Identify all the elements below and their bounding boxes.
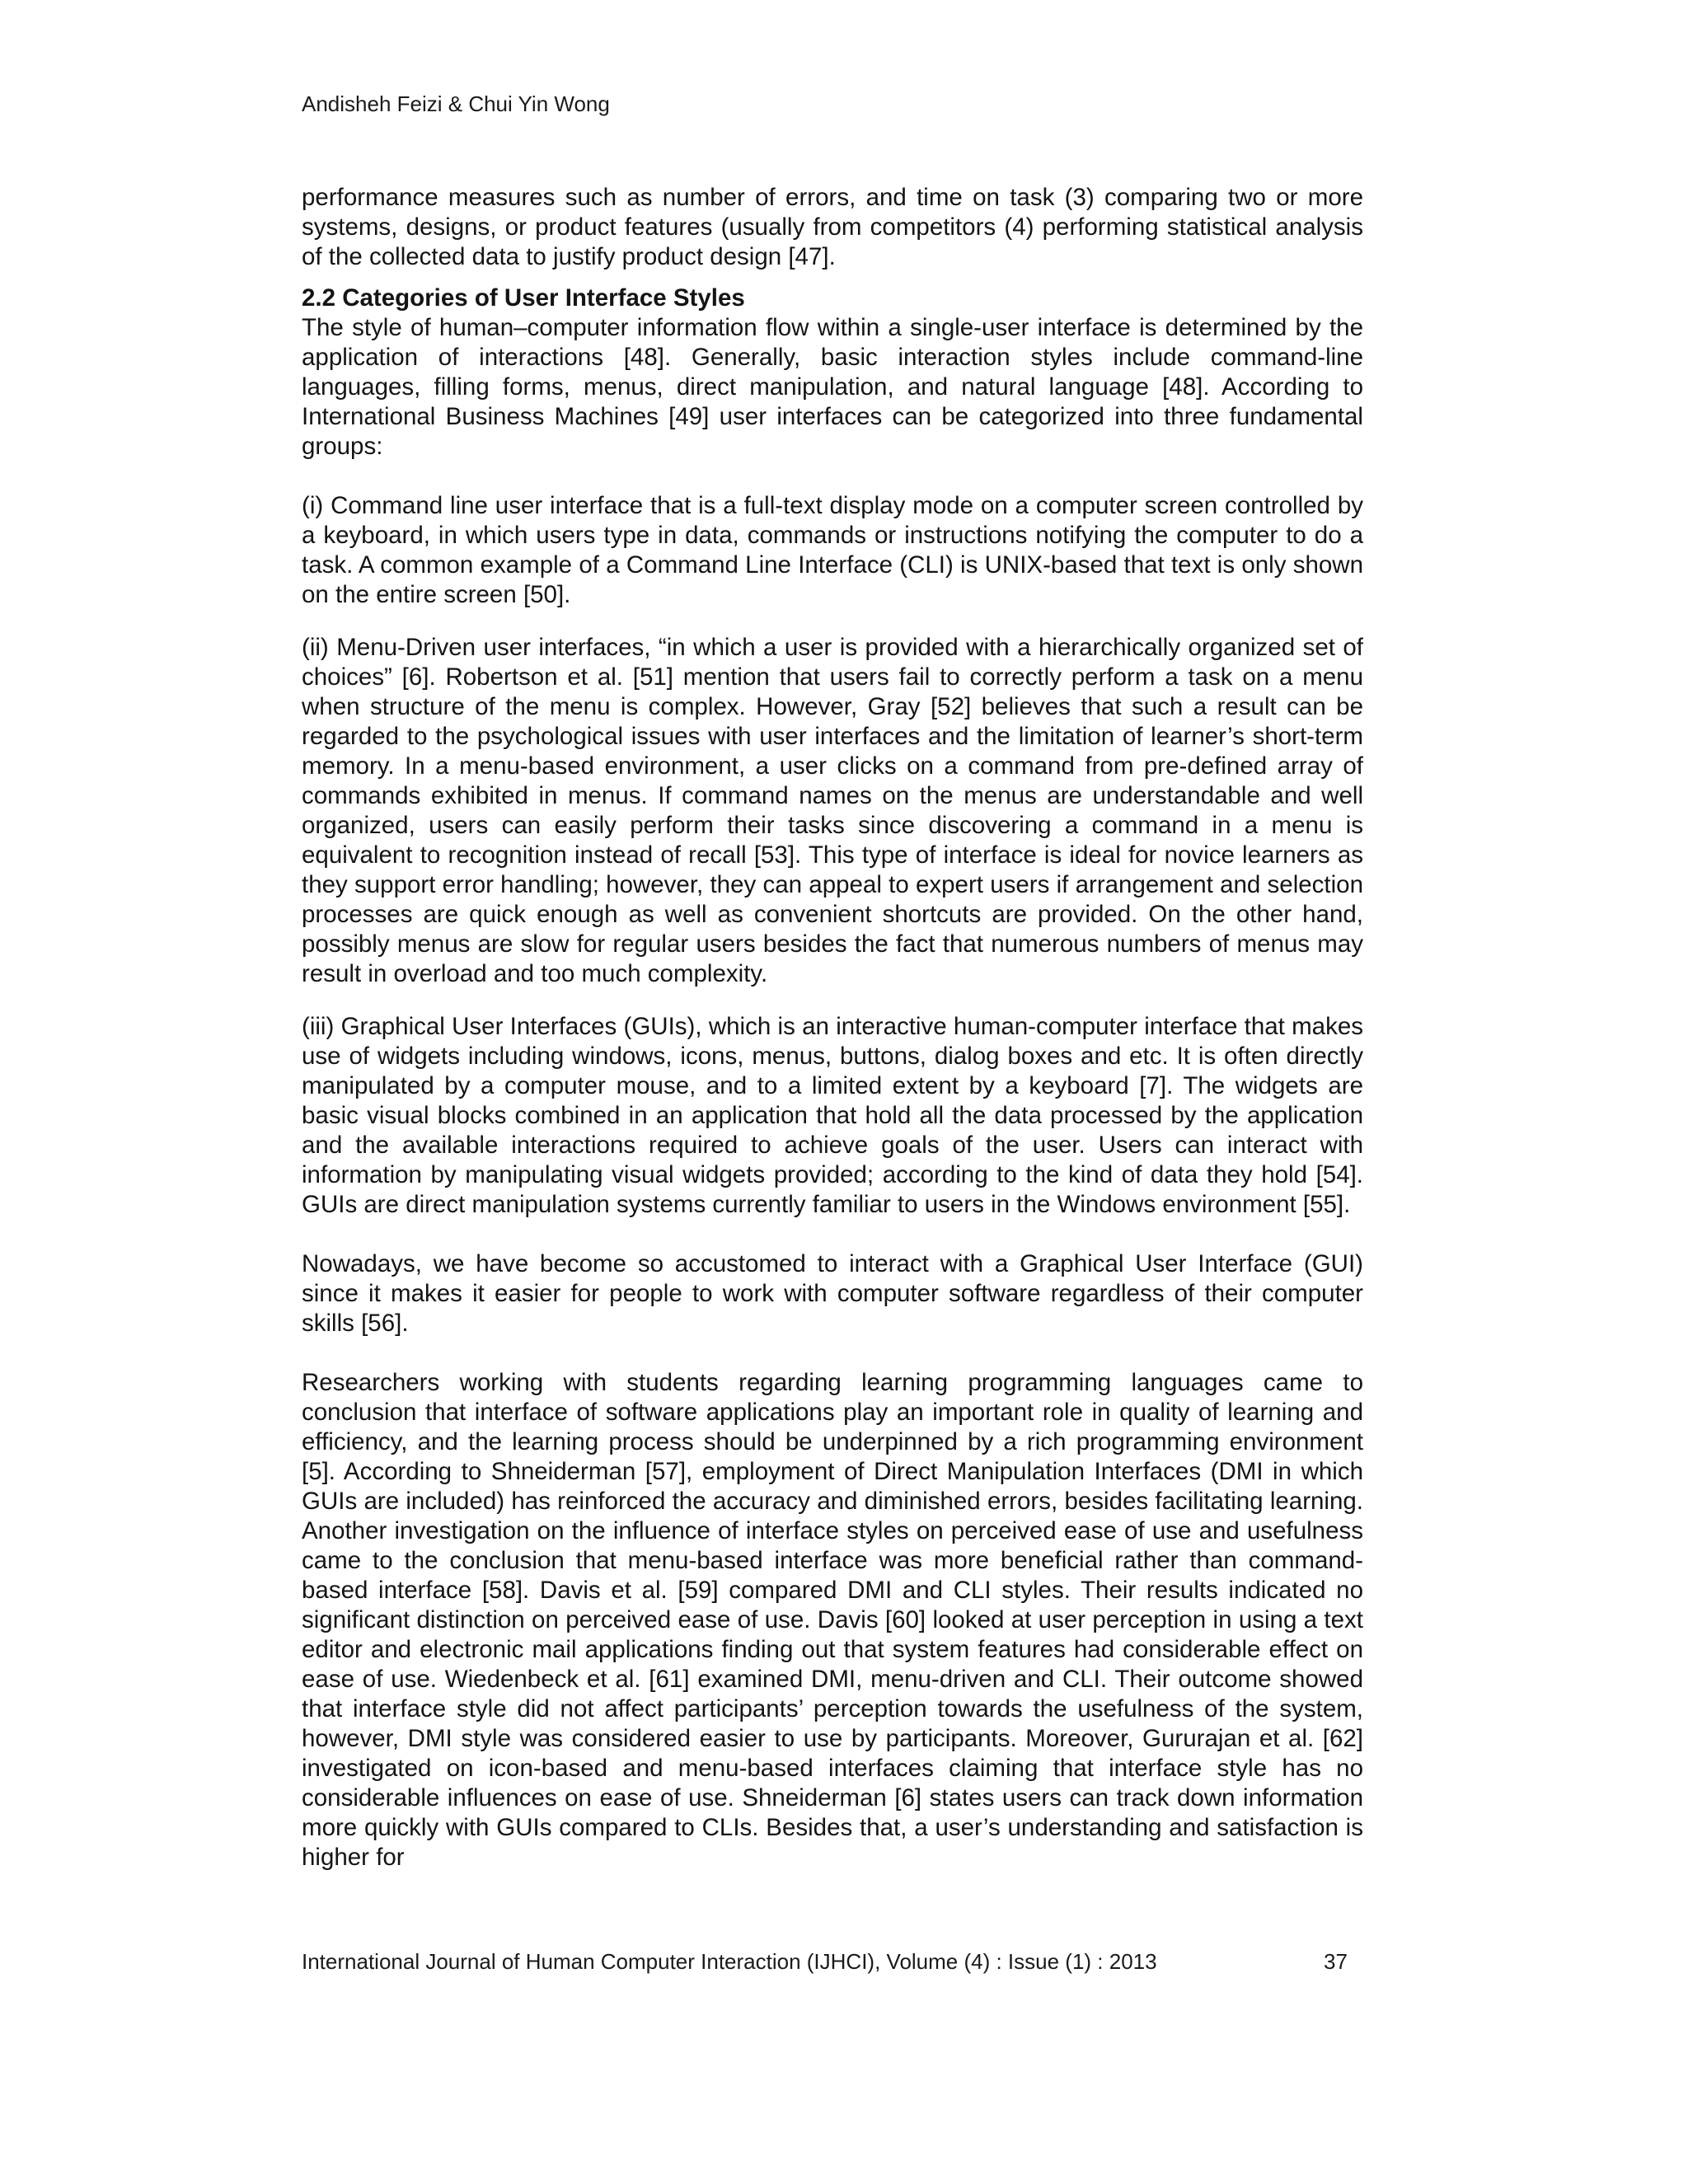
nowadays-paragraph: Nowadays, we have become so accustomed to interact with a Graphical User Interface (GUI) since it makes it easier for people to work with computer software regardless of their computer skills [56]. <box>302 1250 1363 1337</box>
running-head-authors: Andisheh Feizi & Chui Yin Wong <box>302 91 610 116</box>
list-item-gui: (iii) Graphical User Interfaces (GUIs), which is an interactive human-computer interface that makes use of widgets including windows, icons, menus, buttons, dialog boxes and etc. It is often directly manipulated by a computer mouse, and to a limited extent by a keyboard [7]. The widgets are basic visual blocks combined in an application that hold all the data processed by the application and the available interactions required to achieve goals of the user. Users can interact with information by manipulating visual widgets provided; according to the kind of data they hold [54]. GUIs are direct manipulation systems currently familiar to users in the Windows environment [55]. <box>302 1013 1363 1218</box>
list-item-command-line: (i) Command line user interface that is a full-text display mode on a computer screen controlled by a keyboard, in which users type in data, commands or instructions notifying the computer to do a task. A common example of a Command Line Interface (CLI) is UNIX-based that text is only shown on the entire screen [50]. <box>302 492 1363 608</box>
researchers-paragraph: Researchers working with students regarding learning programming languages came to conclusion that interface of software applications play an important role in quality of learning and efficiency, and the learning process should be underpinned by a rich programming environment [5]. According to Shneiderman [57], employment of Direct Manipulation Interfaces (DMI in which GUIs are included) has reinforced the accuracy and diminished errors, besides facilitating learning. Another investigation on the influence of interface styles on perceived ease of use and usefulness came to the conclusion that menu-based interface was more beneficial rather than command-based interface [58]. Davis et al. [59] compared DMI and CLI styles. Their results indicated no significant distinction on perceived ease of use. Davis [60] looked at user perception in using a text editor and electronic mail applications finding out that system features had considerable effect on ease of use. Wiedenbeck et al. [61] examined DMI, menu-driven and CLI. Their outcome showed that interface style did not affect participants’ perception towards the usefulness of the system, however, DMI style was considered easier to use by participants. Moreover, Gururajan et al. [62] investigated on icon-based and menu-based interfaces claiming that interface style has no considerable influences on ease of use. Shneiderman [6] states users can track down information more quickly with GUIs compared to CLIs. Besides that, a user’s understanding and satisfaction is higher for <box>302 1369 1363 1871</box>
intro-paragraph: performance measures such as number of errors, and time on task (3) comparing two or more systems, designs, or product features (usually from competitors (4) performing statistical analysis of the collected data to justify product design [47]. <box>302 184 1363 270</box>
footer-journal-citation: International Journal of Human Computer Interaction (IJHCI), Volume (4) : Issue (1) : 2013 <box>302 1949 1157 1974</box>
section-heading: 2.2 Categories of User Interface Styles <box>302 284 745 312</box>
section-paragraph: The style of human–computer information flow within a single-user interface is determined by the application of interactions [48]. Generally, basic interaction styles include command-line languages, filling forms, menus, direct manipulation, and natural language [48]. According to International Business Machines [49] user interfaces can be categorized into three fundamental groups: <box>302 314 1363 460</box>
body-column <box>302 183 1363 1872</box>
page-number: 37 <box>1324 1949 1348 1974</box>
list-item-menu-driven: (ii) Menu-Driven user interfaces, “in which a user is provided with a hierarchically organized set of choices” [6]. Robertson et al. [51] mention that users fail to correctly perform a task on a menu when structure of the menu is complex. However, Gray [52] believes that such a result can be regarded to the psychological issues with user interfaces and the limitation of learner’s short-term memory. In a menu-based environment, a user clicks on a command from pre-defined array of commands exhibited in menus. If command names on the menus are understandable and well organized, users can easily perform their tasks since discovering a command in a menu is equivalent to recognition instead of recall [53]. This type of interface is ideal for novice learners as they support error handling; however, they can appeal to expert users if arrangement and selection processes are quick enough as well as convenient shortcuts are provided. On the other hand, possibly menus are slow for regular users besides the fact that numerous numbers of menus may result in overload and too much complexity. <box>302 634 1363 987</box>
